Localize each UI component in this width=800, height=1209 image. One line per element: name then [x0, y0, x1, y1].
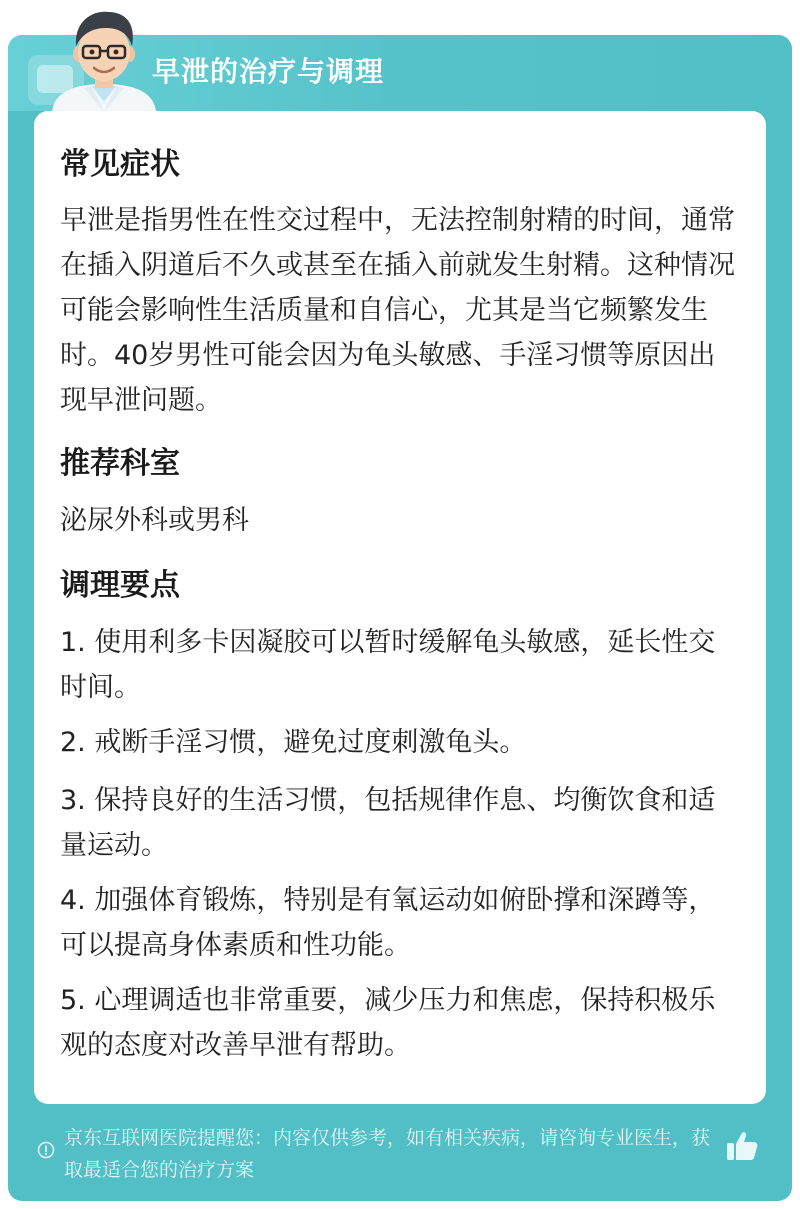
- list-item: 3. 保持良好的生活习惯，包括规律作息、均衡饮食和适量运动。: [60, 785, 716, 861]
- thumbs-up-icon[interactable]: [724, 1128, 760, 1164]
- page-title: 早泄的治疗与调理: [152, 55, 385, 88]
- section-title-symptoms: 常见症状: [60, 147, 180, 182]
- list-item: 5. 心理调适也非常重要，减少压力和焦虑，保持积极乐观的态度对改善早泄有帮助。: [60, 985, 716, 1061]
- list-item: 4. 加强体育锻炼，特别是有氧运动如俯卧撑和深蹲等，可以提高身体素质和性功能。: [60, 885, 716, 961]
- list-item: 1. 使用利多卡因凝胶可以暂时缓解龟头敏感，延长性交时间。: [60, 627, 716, 703]
- symptoms-text: 早泄是指男性在性交过程中，无法控制射精的时间，通常在插入阴道后不久或甚至在插入前就发生射精。这种情况可能会影响性生活质量和自信心，尤其是当它频繁发生时。40岁男性可能会因为龟头敏感、手淫习惯等原因出现早泄问题。: [60, 205, 735, 416]
- doctor-avatar-icon: [44, 6, 164, 112]
- info-icon: [37, 1141, 55, 1159]
- section-title-care-tips: 调理要点: [60, 568, 180, 603]
- list-item: 2. 戒断手淫习惯，避免过度刺激龟头。: [60, 727, 527, 758]
- section-title-department: 推荐科室: [60, 446, 180, 481]
- disclaimer-text: 京东互联网医院提醒您：内容仅供参考，如有相关疾病，请咨询专业医生，获取最适合您的治疗方案: [64, 1127, 711, 1181]
- department-text: 泌尿外科或男科: [60, 505, 249, 536]
